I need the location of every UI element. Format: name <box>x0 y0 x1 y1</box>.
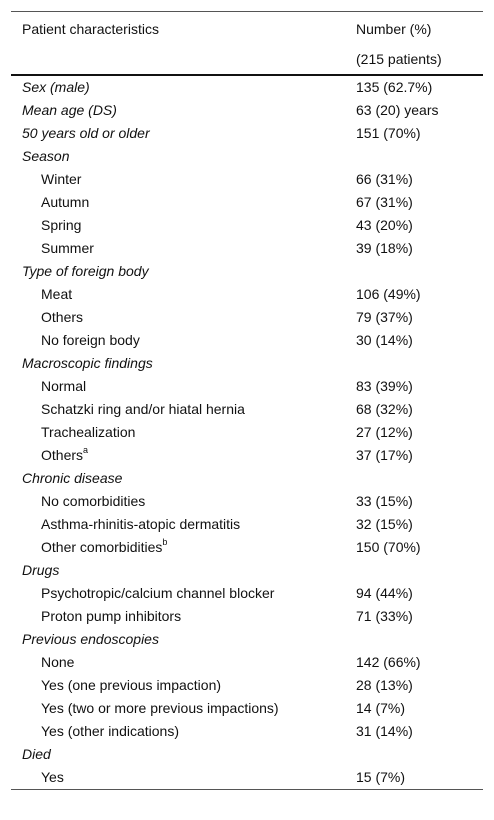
row-value: 27 (12%) <box>356 424 413 440</box>
table-row <box>11 76 483 99</box>
row-value: 71 (33%) <box>356 608 413 624</box>
row-value: 37 (17%) <box>356 447 413 463</box>
row-value: 83 (39%) <box>356 378 413 394</box>
footnote-marker: b <box>162 537 168 548</box>
row-label: Yes (one previous impaction) <box>41 677 222 693</box>
row-value: 94 (44%) <box>356 585 413 601</box>
table-row-group <box>11 467 483 490</box>
table-row <box>11 306 483 329</box>
row-value: 43 (20%) <box>356 217 413 233</box>
group-label: Died <box>22 746 51 762</box>
table-row <box>11 398 483 421</box>
row-value: 39 (18%) <box>356 240 413 256</box>
row-label: Normal <box>41 378 87 394</box>
row-label-text: Others <box>41 447 84 463</box>
table-row <box>11 329 483 352</box>
header-patient-count: (215 patients) <box>356 51 442 67</box>
table-row <box>11 536 483 559</box>
row-label: None <box>41 654 75 670</box>
row-label: Proton pump inhibitors <box>41 608 182 624</box>
table-row-group <box>11 559 483 582</box>
row-label: Yes (two or more previous impactions) <box>41 700 279 716</box>
row-label <box>41 536 167 559</box>
table-row <box>11 99 483 122</box>
group-label: Previous endoscopies <box>22 631 159 647</box>
table-row <box>11 513 483 536</box>
table-row <box>11 421 483 444</box>
row-value: 31 (14%) <box>356 723 413 739</box>
row-value: 150 (70%) <box>356 539 421 555</box>
table-row <box>11 697 483 720</box>
row-label: No comorbidities <box>41 493 146 509</box>
table-row <box>11 651 483 674</box>
table-header <box>11 12 483 74</box>
row-value: 63 (20) years <box>356 102 439 118</box>
table-row <box>11 605 483 628</box>
row-label: Autumn <box>41 194 90 210</box>
row-value: 33 (15%) <box>356 493 413 509</box>
table-row <box>11 444 483 467</box>
group-label: Type of foreign body <box>22 263 149 279</box>
row-label: Mean age (DS) <box>22 102 117 118</box>
row-value: 15 (7%) <box>356 769 406 785</box>
row-label: Psychotropic/calcium channel blocker <box>41 585 275 601</box>
row-value: 28 (13%) <box>356 677 413 693</box>
table-body <box>11 76 483 789</box>
row-label: Others <box>41 309 84 325</box>
table-row <box>11 766 483 789</box>
row-label: Schatzki ring and/or hiatal hernia <box>41 401 245 417</box>
table-row <box>11 283 483 306</box>
row-value: 151 (70%) <box>356 125 421 141</box>
row-label <box>41 444 88 467</box>
row-value: 66 (31%) <box>356 171 413 187</box>
header-patient-characteristics: Patient characteristics <box>22 21 159 37</box>
row-value: 67 (31%) <box>356 194 413 210</box>
table-row <box>11 375 483 398</box>
row-label: Meat <box>41 286 73 302</box>
table-row <box>11 582 483 605</box>
table-row-group <box>11 743 483 766</box>
table-row <box>11 168 483 191</box>
table-row <box>11 122 483 145</box>
table-row <box>11 720 483 743</box>
row-label: Sex (male) <box>22 79 90 95</box>
table-row <box>11 237 483 260</box>
characteristics-table <box>11 11 483 790</box>
table-row <box>11 674 483 697</box>
table-bottom-rule <box>11 789 483 790</box>
table-row <box>11 191 483 214</box>
row-value: 14 (7%) <box>356 700 406 716</box>
row-label: Spring <box>41 217 82 233</box>
row-value: 30 (14%) <box>356 332 413 348</box>
row-label: Summer <box>41 240 94 256</box>
row-value: 106 (49%) <box>356 286 421 302</box>
row-label: Asthma-rhinitis-atopic dermatitis <box>41 516 241 532</box>
row-value: 79 (37%) <box>356 309 413 325</box>
header-number-percent: Number (%) <box>356 21 432 37</box>
row-value: 142 (66%) <box>356 654 421 670</box>
row-label: 50 years old or older <box>22 125 150 141</box>
row-label: Yes <box>41 769 64 785</box>
table-row-group <box>11 628 483 651</box>
row-label: Yes (other indications) <box>41 723 180 739</box>
table-row-group <box>11 260 483 283</box>
group-label: Chronic disease <box>22 470 123 486</box>
table-row <box>11 214 483 237</box>
row-label: No foreign body <box>41 332 140 348</box>
row-label-text: Other comorbidities <box>41 539 163 555</box>
row-value: 68 (32%) <box>356 401 413 417</box>
table-row-group <box>11 145 483 168</box>
footnote-marker: a <box>83 445 89 456</box>
row-value: 135 (62.7%) <box>356 79 433 95</box>
row-label: Winter <box>41 171 82 187</box>
row-label: Trachealization <box>41 424 136 440</box>
group-label: Season <box>22 148 70 164</box>
group-label: Drugs <box>22 562 60 578</box>
row-value: 32 (15%) <box>356 516 413 532</box>
group-label: Macroscopic findings <box>22 355 153 371</box>
table-row <box>11 490 483 513</box>
table-row-group <box>11 352 483 375</box>
